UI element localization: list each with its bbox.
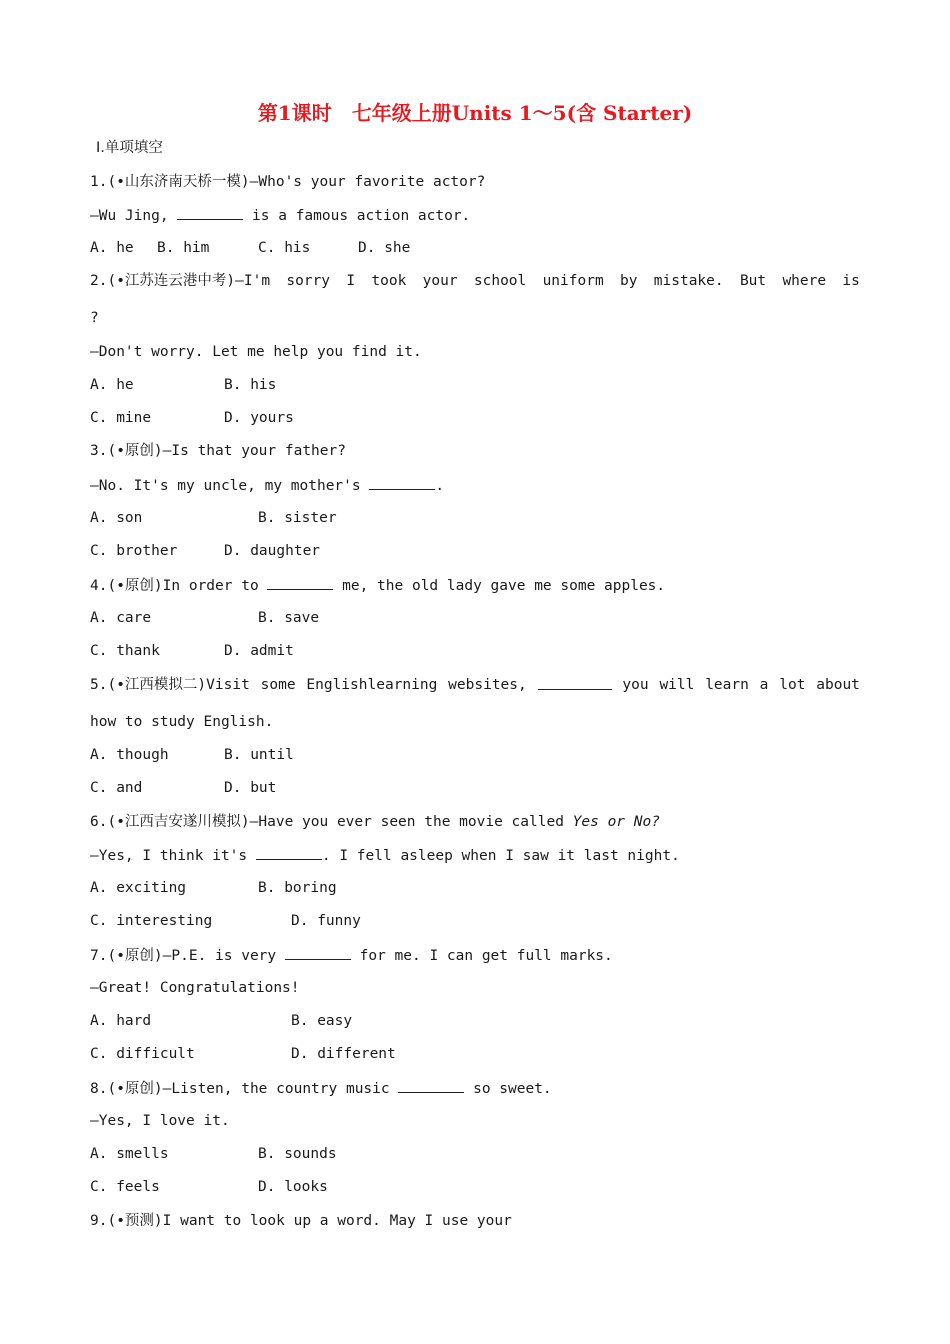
option-d: D. admit [224, 643, 294, 659]
option-a: A. care [90, 610, 152, 626]
section-heading: Ⅰ.单项填空 [96, 140, 163, 156]
question-7-stem: 7.(•原创)—P.E. is very for me. I can get full marks. [90, 945, 613, 966]
question-5-stem-cont: how to study English. [90, 714, 274, 730]
option-c: C. mine [90, 410, 152, 426]
option-a: A. smells [90, 1146, 169, 1162]
option-a: A. though [90, 747, 169, 763]
option-b: B. easy [291, 1013, 353, 1029]
question-6-dialogue: —Yes, I think it's . I fell asleep when I saw it last night. [90, 845, 680, 866]
option-c: C. interesting [90, 913, 213, 929]
option-a: A. he [90, 240, 134, 256]
answer-blank [267, 575, 333, 590]
answer-blank [538, 675, 612, 690]
answer-blank [285, 945, 351, 960]
question-6-stem: 6.(•江西吉安遂川模拟)—Have you ever seen the movie called Yes or No? [90, 814, 660, 830]
question-2-stem-cont: ? [90, 310, 99, 326]
answer-blank [398, 1078, 464, 1093]
option-b: B. until [224, 747, 294, 763]
option-d: D. daughter [224, 543, 321, 559]
answer-blank [369, 475, 435, 490]
question-4-stem: 4.(•原创)In order to me, the old lady gave me some apples. [90, 575, 665, 596]
option-b: B. sister [258, 510, 337, 526]
option-b: B. boring [258, 880, 337, 896]
option-c: C. and [90, 780, 143, 796]
question-5-stem: 5.(•江西模拟二)Visit some Englishlearning websites, you will learn a lot about [90, 677, 860, 693]
question-2-stem: 2.(•江苏连云港中考)—I'm sorry I took your school uniform by mistake. But where is [90, 273, 860, 289]
option-c: C. his [258, 240, 311, 256]
option-b: B. save [258, 610, 320, 626]
option-b: B. sounds [258, 1146, 337, 1162]
option-c: C. thank [90, 643, 160, 659]
option-c: C. difficult [90, 1046, 195, 1062]
option-a: A. son [90, 510, 143, 526]
answer-blank [177, 205, 243, 220]
option-c: C. brother [90, 543, 178, 559]
option-d: D. different [291, 1046, 396, 1062]
question-3-dialogue: —No. It's my uncle, my mother's . [90, 475, 444, 496]
answer-blank [256, 845, 322, 860]
option-a: A. hard [90, 1013, 152, 1029]
question-9-stem: 9.(•预测)I want to look up a word. May I use your [90, 1213, 512, 1229]
question-1-dialogue: —Wu Jing, is a famous action actor. [90, 205, 470, 226]
question-3-stem: 3.(•原创)—Is that your father? [90, 443, 346, 459]
option-a: A. exciting [90, 880, 187, 896]
option-d: D. looks [258, 1179, 328, 1195]
option-c: C. feels [90, 1179, 160, 1195]
option-d: D. she [358, 240, 411, 256]
option-d: D. yours [224, 410, 294, 426]
option-a: A. he [90, 377, 134, 393]
movie-title: Yes or No? [572, 814, 660, 830]
option-d: D. funny [291, 913, 361, 929]
option-d: D. but [224, 780, 277, 796]
question-2-dialogue: —Don't worry. Let me help you find it. [90, 344, 422, 360]
question-1-stem: 1.(•山东济南天桥一模)—Who's your favorite actor? [90, 174, 486, 190]
page-title: 第1课时 七年级上册Units 1～5(含 Starter) [257, 101, 693, 125]
option-b: B. him [157, 240, 210, 256]
question-8-stem: 8.(•原创)—Listen, the country music so sweet. [90, 1078, 552, 1099]
question-7-dialogue: —Great! Congratulations! [90, 980, 300, 996]
option-b: B. his [224, 377, 277, 393]
question-8-dialogue: —Yes, I love it. [90, 1113, 230, 1129]
